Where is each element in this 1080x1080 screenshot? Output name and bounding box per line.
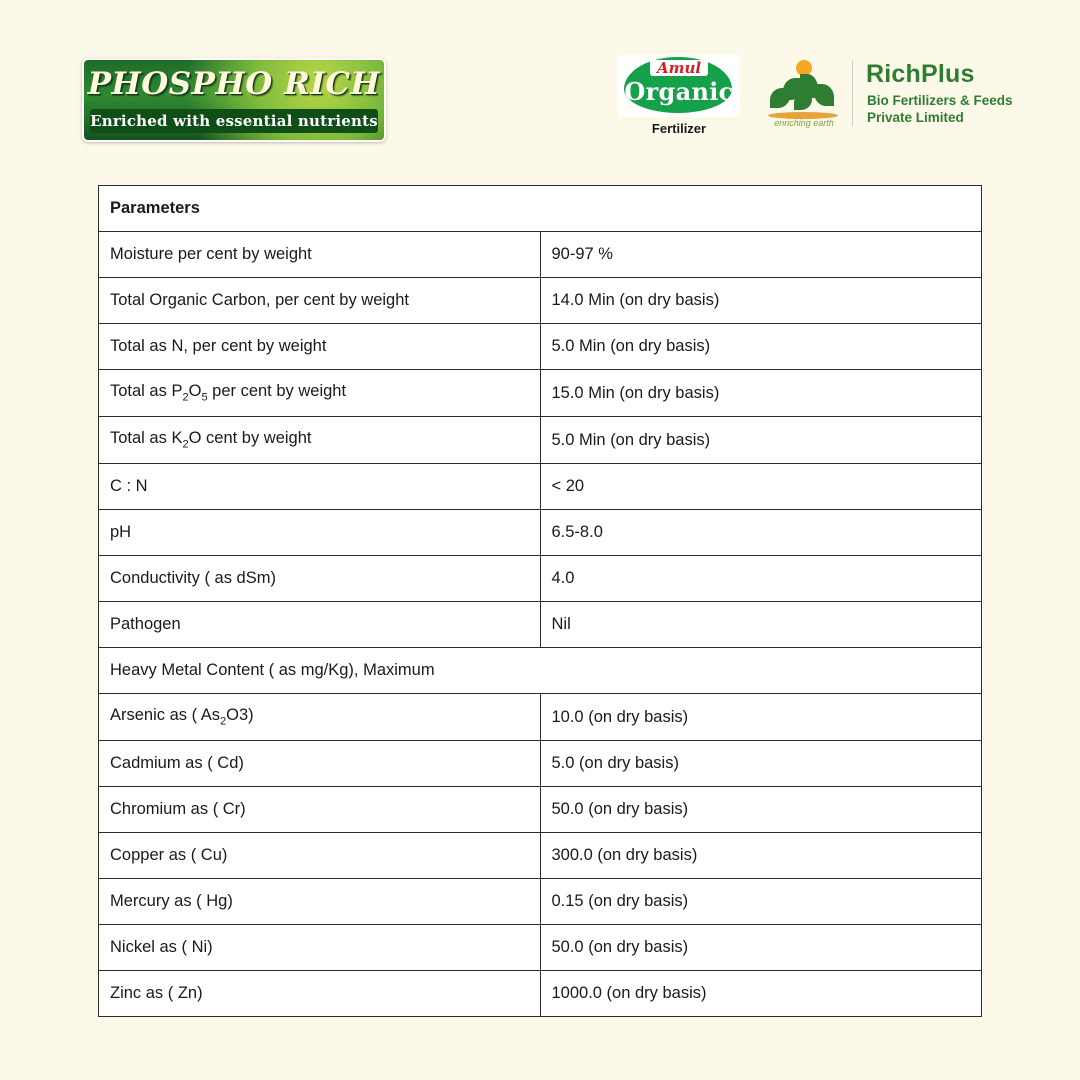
table-row xyxy=(99,370,982,417)
banner-subtitle-bar xyxy=(90,109,378,133)
heavy-metal-section-title: Heavy Metal Content ( as mg/Kg), Maximum xyxy=(99,648,982,694)
logo-divider xyxy=(852,60,853,126)
parameter-name: Mercury as ( Hg) xyxy=(99,879,541,925)
table-body xyxy=(99,186,982,1017)
parameter-name: Moisture per cent by weight xyxy=(99,232,541,278)
parameter-name: Nickel as ( Ni) xyxy=(99,925,541,971)
parameter-value: 4.0 xyxy=(540,556,982,602)
parameter-value: 5.0 (on dry basis) xyxy=(540,741,982,787)
specification-table xyxy=(98,185,982,1017)
parameter-value: Nil xyxy=(540,602,982,648)
parameter-name: Total as N, per cent by weight xyxy=(99,324,541,370)
table-row xyxy=(99,464,982,510)
table-row xyxy=(99,556,982,602)
banner-subtitle: Enriched with essential nutrients xyxy=(90,112,378,130)
parameter-name: Zinc as ( Zn) xyxy=(99,971,541,1017)
table-row xyxy=(99,417,982,464)
table-row xyxy=(99,741,982,787)
parameter-value: 1000.0 (on dry basis) xyxy=(540,971,982,1017)
parameter-name: Copper as ( Cu) xyxy=(99,833,541,879)
parameter-value: 6.5-8.0 xyxy=(540,510,982,556)
parameter-value: 50.0 (on dry basis) xyxy=(540,787,982,833)
table-row xyxy=(99,925,982,971)
amul-brand-label: Amul xyxy=(650,60,708,76)
parameter-name: C : N xyxy=(99,464,541,510)
table-row xyxy=(99,324,982,370)
richplus-logo xyxy=(760,58,1013,140)
specification-table-container xyxy=(98,185,982,1017)
table-row xyxy=(99,510,982,556)
table-section-row xyxy=(99,648,982,694)
parameter-value: 15.0 Min (on dry basis) xyxy=(540,370,982,417)
amul-organic-logo xyxy=(618,55,740,143)
amul-fertilizer-label: Fertilizer xyxy=(651,121,707,136)
tree-icon xyxy=(760,58,845,130)
parameter-name: Pathogen xyxy=(99,602,541,648)
table-row xyxy=(99,879,982,925)
banner-title: PHOSPHO RICH xyxy=(87,66,381,102)
table-row xyxy=(99,694,982,741)
parameter-value: 5.0 Min (on dry basis) xyxy=(540,417,982,464)
parameter-value: 10.0 (on dry basis) xyxy=(540,694,982,741)
parameter-name: pH xyxy=(99,510,541,556)
table-row xyxy=(99,278,982,324)
richplus-description: Bio Fertilizers & Feeds Private Limited xyxy=(867,93,1013,125)
parameter-value: 14.0 Min (on dry basis) xyxy=(540,278,982,324)
parameters-header: Parameters xyxy=(99,186,982,232)
table-row xyxy=(99,232,982,278)
parameter-value: 0.15 (on dry basis) xyxy=(540,879,982,925)
tree-leaves-icon xyxy=(770,72,836,112)
richplus-tagline: enriching earth xyxy=(774,118,834,128)
parameter-name: Cadmium as ( Cd) xyxy=(99,741,541,787)
richplus-name: RichPlus xyxy=(866,60,975,88)
parameter-name: Chromium as ( Cr) xyxy=(99,787,541,833)
parameter-value: 50.0 (on dry basis) xyxy=(540,925,982,971)
parameter-name: Conductivity ( as dSm) xyxy=(99,556,541,602)
amul-organic-label: Organic xyxy=(624,77,734,106)
page-header xyxy=(0,0,1080,170)
table-row xyxy=(99,602,982,648)
parameter-value: < 20 xyxy=(540,464,982,510)
parameter-name: Arsenic as ( $As_2O3$) xyxy=(99,694,541,741)
parameter-name: Total as $K_2O$ cent by weight xyxy=(99,417,541,464)
table-row xyxy=(99,971,982,1017)
parameter-value: 300.0 (on dry basis) xyxy=(540,833,982,879)
table-row xyxy=(99,833,982,879)
parameter-name: Total as $P_2O_5$ per cent by weight xyxy=(99,370,541,417)
parameter-name: Total Organic Carbon, per cent by weight xyxy=(99,278,541,324)
table-header-row xyxy=(99,186,982,232)
parameter-value: 5.0 Min (on dry basis) xyxy=(540,324,982,370)
phospho-rich-banner xyxy=(82,58,386,142)
table-row xyxy=(99,787,982,833)
parameter-value: 90-97 % xyxy=(540,232,982,278)
